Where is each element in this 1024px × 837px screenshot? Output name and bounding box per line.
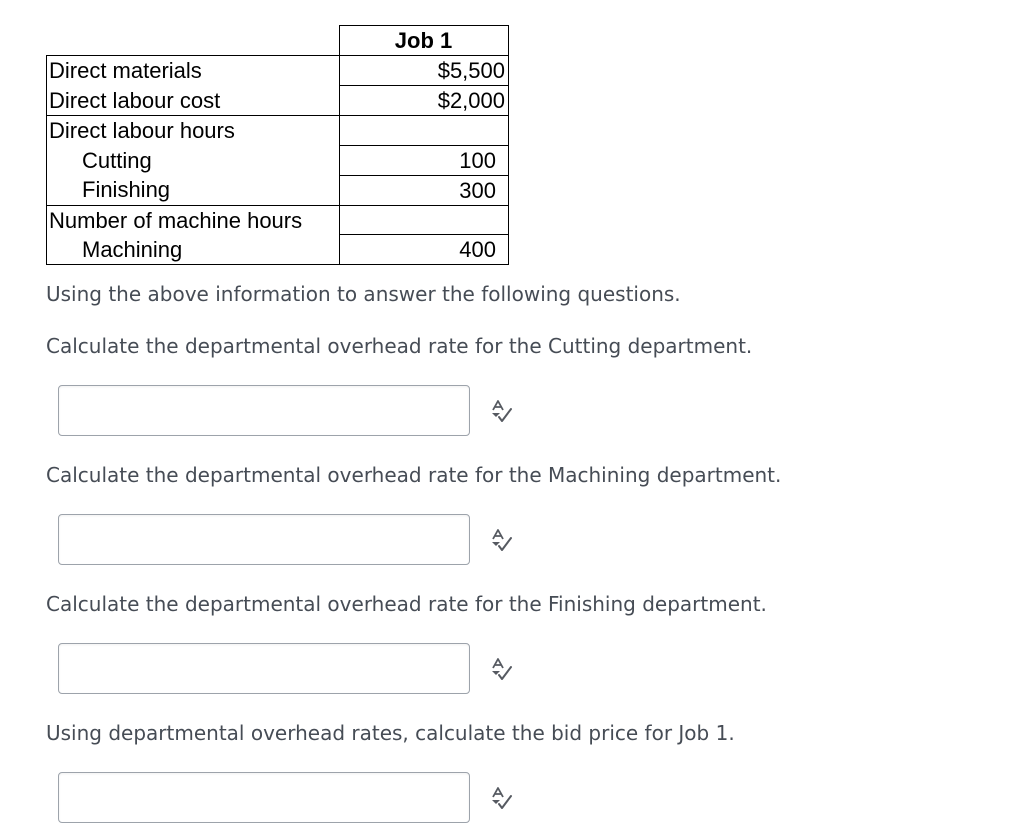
- answer-input-finishing[interactable]: [58, 643, 470, 694]
- row-label-cutting: Cutting: [47, 145, 340, 175]
- row-label-direct-labour-hours: Direct labour hours: [47, 116, 340, 146]
- table-row: [47, 116, 509, 146]
- question-3-text: Calculate the departmental overhead rate for the Finishing department.: [46, 592, 767, 616]
- spell-check-icon[interactable]: [488, 656, 514, 682]
- table-corner-cell: [47, 26, 340, 56]
- answer-input-cutting[interactable]: [58, 385, 470, 436]
- intro-text: Using the above information to answer the following questions.: [46, 282, 681, 306]
- row-label-direct-labour-cost: Direct labour cost: [47, 86, 340, 116]
- table-row: [47, 235, 509, 265]
- row-value-machining: 400: [340, 235, 509, 265]
- row-value-direct-labour-cost: $2,000: [340, 86, 509, 116]
- question-4-text: Using departmental overhead rates, calculate the bid price for Job 1.: [46, 721, 735, 745]
- answer-input-bid-price[interactable]: [58, 772, 470, 823]
- column-header-job-1: Job 1: [340, 26, 509, 56]
- question-2-text: Calculate the departmental overhead rate for the Machining department.: [46, 463, 782, 487]
- row-value-finishing: 300: [340, 175, 509, 205]
- table-row: [47, 205, 509, 235]
- spell-check-icon[interactable]: [488, 398, 514, 424]
- table-header-row: [47, 26, 509, 56]
- table-row: [47, 145, 509, 175]
- row-label-number-of-machine-hours: Number of machine hours: [47, 205, 340, 235]
- table-row: [47, 175, 509, 205]
- table-row: [47, 86, 509, 116]
- answer-input-machining[interactable]: [58, 514, 470, 565]
- row-value-direct-materials: $5,500: [340, 56, 509, 86]
- row-value-number-of-machine-hours: [340, 205, 509, 235]
- question-1-text: Calculate the departmental overhead rate for the Cutting department.: [46, 334, 753, 358]
- table-row: [47, 56, 509, 86]
- row-label-finishing: Finishing: [47, 175, 340, 205]
- job-cost-table: [46, 25, 509, 265]
- row-value-direct-labour-hours: [340, 116, 509, 146]
- row-value-cutting: 100: [340, 145, 509, 175]
- row-label-direct-materials: Direct materials: [47, 56, 340, 86]
- spell-check-icon[interactable]: [488, 527, 514, 553]
- row-label-machining: Machining: [47, 235, 340, 265]
- spell-check-icon[interactable]: [488, 785, 514, 811]
